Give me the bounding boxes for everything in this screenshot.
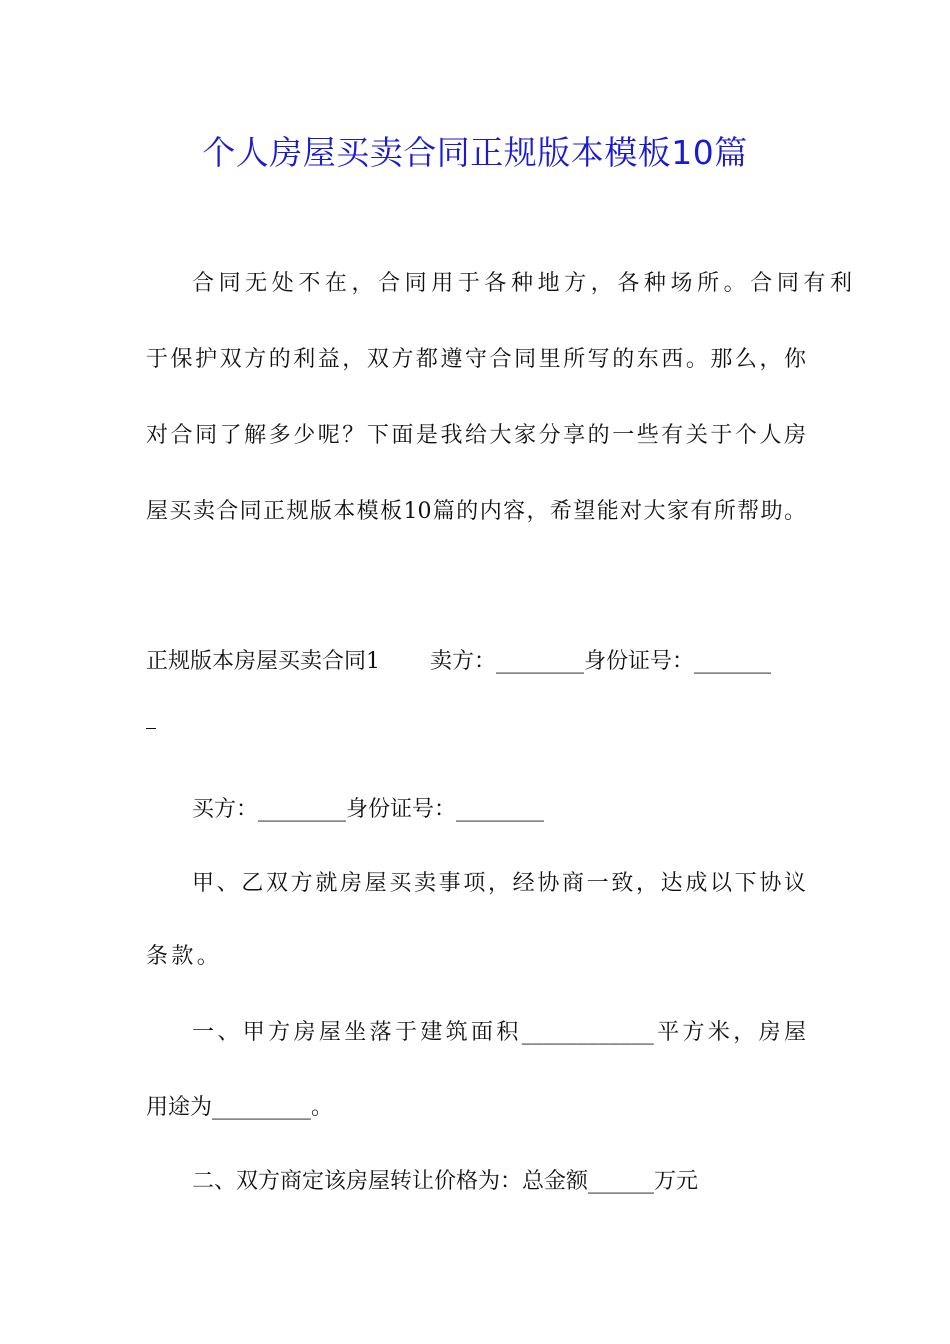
intro-line-1: 合同无处不在，合同用于各种地方，各种场所。合同有利	[192, 271, 852, 296]
blank-continuation	[146, 728, 156, 729]
intro-line-2: 于保护双方的利益，双方都遵守合同里所写的东西。那么，你	[146, 347, 806, 372]
agreement-line-2: 条款。	[146, 944, 223, 969]
seller-line: 卖方：________身份证号：_______	[430, 649, 772, 674]
buyer-line: 买方：________身份证号：________	[192, 797, 545, 822]
clause-1-line-2: 用途为_________。	[146, 1095, 334, 1120]
clause-2-line: 二、双方商定该房屋转让价格为：总金额______万元	[192, 1169, 699, 1194]
contract-heading-row	[146, 647, 806, 677]
document-title: 个人房屋买卖合同正规版本模板10篇	[202, 133, 748, 172]
intro-line-4: 屋买卖合同正规版本模板10篇的内容，希望能对大家有所帮助。	[146, 499, 806, 524]
intro-line-3: 对合同了解多少呢？下面是我给大家分享的一些有关于个人房	[146, 423, 806, 448]
contract-heading: 正规版本房屋买卖合同1	[146, 649, 380, 674]
clause-1-line-1: 一、甲方房屋坐落于建筑面积____________平方米，房屋	[192, 1020, 806, 1045]
agreement-line-1: 甲、乙双方就房屋买卖事项，经协商一致，达成以下协议	[192, 871, 806, 896]
